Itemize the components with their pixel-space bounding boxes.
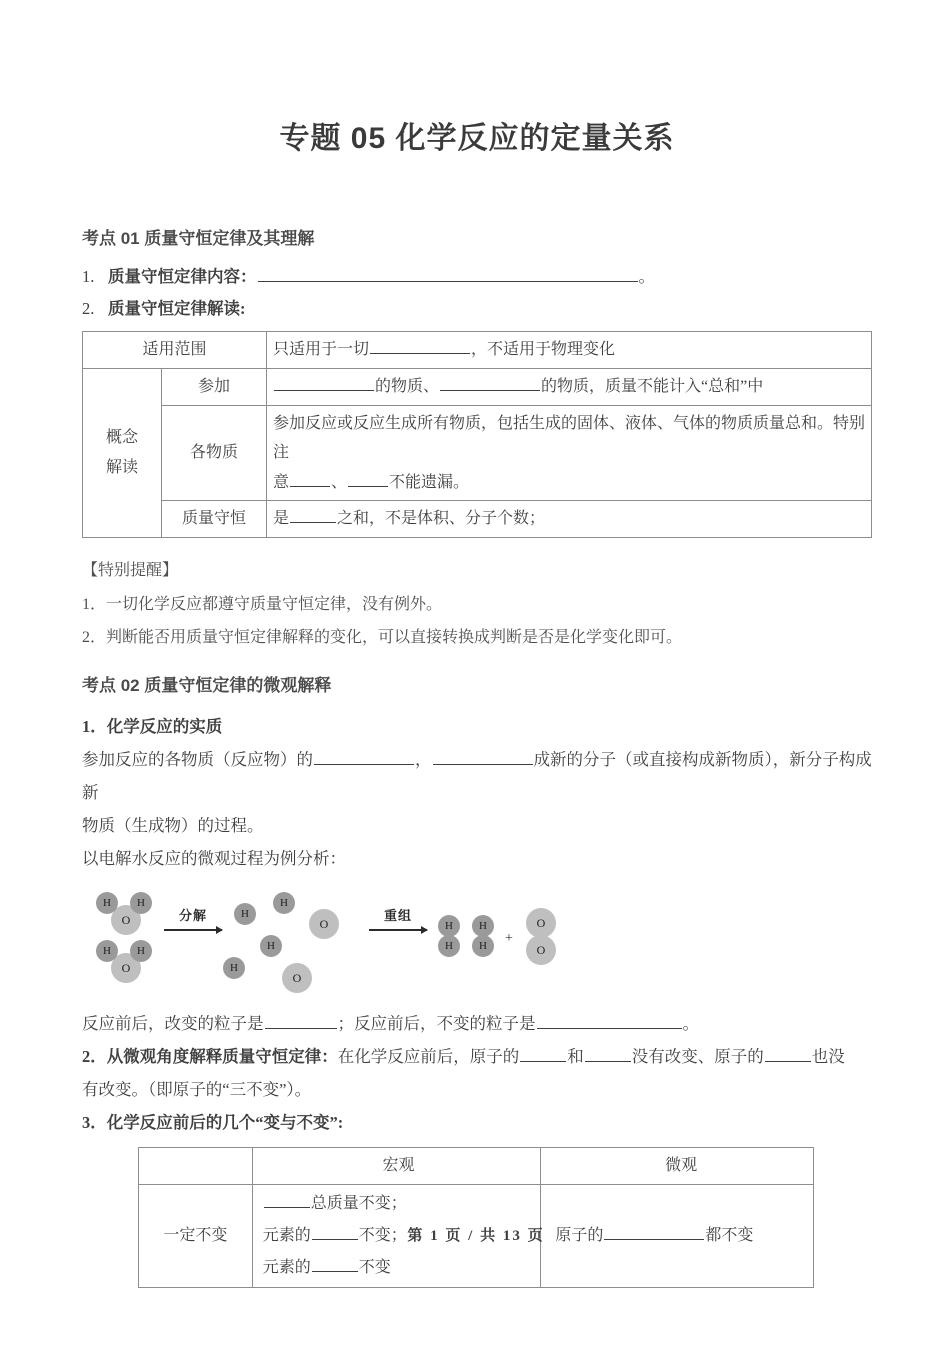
list-item-1-1: [82, 261, 872, 293]
list-item-trailing: 。: [638, 267, 655, 286]
subsection-3-title: 3．化学反应前后的几个“变与不变”:: [82, 1113, 344, 1133]
cell-substances-text: [267, 405, 872, 501]
fill-blank[interactable]: [258, 264, 638, 282]
hydrogen-atom-icon: [438, 935, 460, 957]
s2-seg-2: 和: [567, 1047, 584, 1067]
cell-join-text: [267, 368, 872, 405]
subsection-1-line-1: [82, 743, 872, 809]
join-seg-1: 的物质、: [375, 377, 440, 395]
group-label-line-2: 解读: [105, 458, 138, 476]
hydrogen-atom-icon: [472, 935, 494, 957]
fill-blank[interactable]: [537, 1011, 682, 1029]
fill-blank[interactable]: [290, 506, 336, 524]
subst-mid: 、: [331, 473, 348, 491]
hydrogen-atom-icon: [273, 892, 295, 914]
arrow-right-icon: [164, 925, 222, 935]
atom-label: H: [280, 897, 288, 910]
join-seg-2: 的物质，质量不能计入“总和”中: [541, 377, 764, 395]
s2-seg-3: 没有改变、原子的: [631, 1047, 764, 1067]
oxygen-atom-icon: [309, 909, 339, 939]
atom-label: H: [479, 940, 487, 953]
subsection-1-title: 1．化学反应的实质: [82, 717, 223, 737]
fill-blank[interactable]: [348, 469, 388, 487]
micro-pre: 原子的: [555, 1226, 604, 1244]
list-item-label: 质量守恒定律内容：: [108, 267, 257, 286]
fill-blank[interactable]: [312, 1254, 358, 1272]
ad-mid: ；反应前后，不变的粒子是: [337, 1014, 536, 1034]
atom-label: O: [292, 970, 302, 985]
row-label-constant: 一定不变: [139, 1184, 253, 1287]
substances-line-2: [273, 468, 865, 498]
change-unchange-table: [138, 1147, 814, 1288]
subst-post: 不能遗漏。: [389, 473, 470, 491]
page-footer: 第 1 页 / 共 13 页: [407, 1228, 545, 1244]
atom-label: H: [445, 920, 453, 933]
subsection-2-line-2: 有改变。（即原子的“三不变”）。: [82, 1080, 312, 1100]
subsection-2-line-1: [82, 1040, 872, 1073]
subst-pre: 意: [273, 473, 290, 491]
list-item-number: 1.: [82, 267, 95, 286]
table-row: [83, 405, 872, 501]
fill-blank[interactable]: [765, 1044, 811, 1062]
atom-label: H: [230, 962, 238, 975]
scope-text-before: 只适用于一切: [273, 341, 370, 359]
oxygen-atom-icon: [282, 963, 312, 993]
atom-label: H: [103, 897, 111, 910]
s2-lead: 2．从微观角度解释质量守恒定律：: [82, 1047, 338, 1067]
atom-label: O: [536, 942, 546, 957]
oxygen-atom-icon: [526, 935, 556, 965]
cell-conservation-text: [267, 501, 872, 538]
table-header-row: [139, 1148, 814, 1185]
atom-label: H: [479, 920, 487, 933]
substances-line-1: 参加反应或反应生成所有物质，包括生成的固体、液体、气体的物质质量总和。特别注: [273, 414, 866, 462]
section-heading-kaodian-02: 考点 02 质量守恒定律的微观解释: [82, 675, 332, 695]
macro-post: 不变: [358, 1258, 391, 1276]
atom-label: H: [267, 940, 275, 953]
electrolysis-molecule-diagram: [82, 885, 872, 1001]
ad-post: 。: [682, 1014, 699, 1034]
atom-label: H: [137, 945, 145, 958]
fill-blank[interactable]: [585, 1044, 631, 1062]
subsection-1-line-2: 物质（生成物）的过程。: [82, 816, 264, 836]
fill-blank[interactable]: [290, 469, 330, 487]
fill-blank[interactable]: [265, 1011, 337, 1029]
macro-post: 不变；: [358, 1226, 407, 1244]
header-cell-empty: [139, 1148, 253, 1185]
scope-text-after: ，不适用于物理变化: [471, 341, 616, 359]
macro-post: 总质量不变；: [310, 1194, 407, 1212]
after-diagram-line: [82, 1007, 872, 1040]
page-title: 专题 05 化学反应的定量关系: [279, 122, 675, 155]
hydrogen-atom-icon: [438, 915, 460, 937]
cell-scope-text: [267, 332, 872, 369]
cons-post: 之和，不是体积、分子个数；: [337, 510, 546, 528]
macro-pre: 元素的: [262, 1258, 311, 1276]
list-item-label: 质量守恒定律解读:: [108, 299, 246, 319]
macro-line-1: [263, 1188, 535, 1220]
macro-pre: 元素的: [262, 1226, 311, 1244]
atom-label: O: [536, 915, 546, 930]
list-item-number: 2.: [82, 299, 95, 319]
hydrogen-atom-icon: [130, 940, 152, 962]
atom-label: H: [137, 897, 145, 910]
recombine-arrow-group: [369, 909, 427, 935]
tip-line-1: 1．一切化学反应都遵守质量守恒定律，没有例外。: [82, 595, 443, 613]
atom-label: H: [103, 945, 111, 958]
hydrogen-atom-icon: [234, 903, 256, 925]
macro-line-3: [263, 1252, 535, 1284]
atom-label: O: [319, 916, 329, 931]
header-cell-macro: 宏观: [252, 1148, 541, 1185]
fill-blank[interactable]: [370, 337, 470, 355]
atom-label: H: [445, 940, 453, 953]
hydrogen-atom-icon: [472, 915, 494, 937]
oxygen-atom-icon: [526, 908, 556, 938]
cell-join-label: 参加: [162, 368, 267, 405]
hydrogen-atom-icon: [223, 957, 245, 979]
micro-post: 都不变: [705, 1226, 754, 1244]
section-heading-kaodian-01: 考点 01 质量守恒定律及其理解: [82, 228, 315, 248]
subsection-1-line-3: 以电解水反应的微观过程为例分析：: [82, 849, 346, 869]
tip-heading: 【特别提醒】: [82, 561, 179, 579]
s1-pre: 参加反应的各物质（反应物）的: [82, 750, 313, 770]
atom-label: O: [121, 912, 131, 927]
header-cell-micro: 微观: [541, 1148, 814, 1185]
recombine-label: 重组: [383, 908, 412, 924]
tip-line-2: 2．判断能否用质量守恒定律解释的变化，可以直接转换成判断是否是化学变化即可。: [82, 629, 683, 647]
hydrogen-atom-icon: [130, 892, 152, 914]
page-content: [82, 0, 872, 1288]
s1-mid: ，: [415, 750, 432, 770]
fill-blank[interactable]: [274, 373, 374, 391]
list-item-body: [108, 261, 872, 293]
arrow-right-icon: [369, 925, 427, 935]
decompose-arrow-group: [164, 909, 222, 935]
list-item-1-2: [82, 293, 872, 325]
atom-label: H: [241, 908, 249, 921]
cell-conservation-label: 质量守恒: [162, 501, 267, 538]
concept-interpretation-table: [82, 331, 872, 538]
cell-substances-label: 各物质: [162, 405, 267, 501]
fill-blank[interactable]: [314, 747, 414, 765]
cell-group-label: [83, 368, 162, 537]
decompose-label: 分解: [178, 908, 207, 924]
fill-blank[interactable]: [264, 1190, 310, 1208]
fill-blank[interactable]: [520, 1044, 566, 1062]
cons-pre: 是: [273, 510, 290, 528]
ad-pre: 反应前后，改变的粒子是: [82, 1014, 264, 1034]
table-row: [83, 368, 872, 405]
group-label-line-1: 概念: [105, 429, 138, 447]
cell-scope-label: 适用范围: [83, 332, 267, 369]
atom-label: O: [121, 960, 131, 975]
fill-blank[interactable]: [433, 747, 533, 765]
fill-blank[interactable]: [440, 373, 540, 391]
table-row: [83, 501, 872, 538]
s1-post: 成新的分子（或直接构成新物质），新分子构成新: [82, 750, 872, 803]
s2-seg-4: 也没: [811, 1047, 845, 1067]
table-row: [83, 332, 872, 369]
s2-seg-1: 在化学反应前后，原子的: [337, 1047, 520, 1067]
hydrogen-atom-icon: [260, 935, 282, 957]
plus-sign: +: [505, 931, 513, 947]
